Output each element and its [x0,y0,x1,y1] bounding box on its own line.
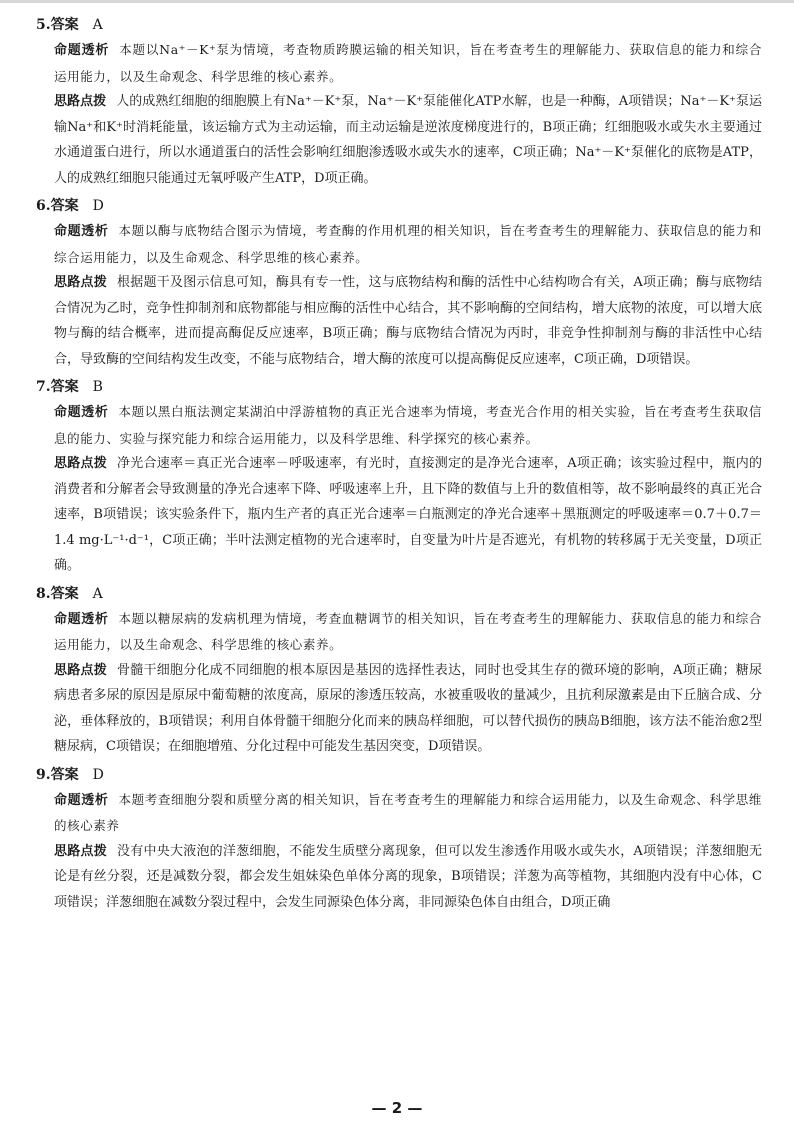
question-5 [36,13,762,191]
question-header [36,582,762,606]
question-number: 8.答案 [36,585,79,602]
answer-letter: A [92,585,103,602]
mingti-text: 本题以糖尿病的发病机理为情境，考查血糖调节的相关知识，旨在考查考生的理解能力、获取信息的能力和综合运用能力，以及生命观念、科学思维的核心素养。 [54,610,762,652]
question-number: 9.答案 [36,766,79,783]
page-number: — 2 — [371,1099,423,1117]
mingti-text: 本题考查细胞分裂和质壁分离的相关知识，旨在考查考生的理解能力和综合运用能力，以及生命观念、科学思维的核心素养 [54,791,762,833]
mingti-text: 本题以酶与底物结合图示为情境，考查酶的作用机理的相关知识，旨在考查考生的理解能力、获取信息的能力和综合运用能力，以及生命观念、科学思维的核心素养。 [54,223,762,265]
silu-text: 没有中央大液泡的洋葱细胞，不能发生质壁分离现象，但可以发生渗透作用吸水或失水，A项错误；洋葱细胞无论是有丝分裂，还是减数分裂，都会发生姐妹染色单体分离的现象，B项错误；洋葱为高等植物，其细胞内没有中心体，C项错误；洋葱细胞在减数分裂过程中，会发生同源染色体分离，非同源染色体自由组合，D项正确 [54,843,762,910]
silu-text: 骨髓干细胞分化成不同细胞的根本原因是基因的选择性表达，同时也受其生存的微环境的影响，A项正确；糖尿病患者多尿的原因是原尿中葡萄糖的浓度高，原尿的渗透压较高，水被重吸收的量减少，且抗利尿激素是由下丘脑合成、分泌，垂体释放的，B项错误；利用自体骨髓干细胞分化而来的胰岛样细胞，可以替代损伤的胰岛B细胞，该方法不能治愈2型糖尿病，C项错误；在细胞增殖、分化过程中可能发生基因突变，D项错误。 [54,662,762,754]
silu-paragraph [36,451,762,579]
mingti-label: 命题透析 [54,405,109,420]
mingti-label: 命题透析 [54,224,109,239]
question-header [36,194,762,218]
top-rule [0,0,794,3]
question-7 [36,375,762,579]
silu-label: 思路点拨 [54,843,107,859]
question-9 [36,763,762,916]
silu-paragraph [36,89,762,191]
silu-text: 根据题干及图示信息可知，酶具有专一性，这与底物结构和酶的活性中心结构吻合有关，A项正确；酶与底物结合情况为乙时，竞争性抑制剂和底物都能与相应酶的活性中心结合，其不影响酶的空间结构，增大底物的浓度，可以增大底物与酶的结合概率，进而提高酶促反应速率，B项正确；酶与底物结合情况为丙时，非竞争性抑制剂与酶的非活性中心结合，导致酶的空间结构发生改变，不能与底物结合，增大酶的浓度可以提高酶促反应速率，C项正确，D项错误。 [54,275,762,367]
mingti-text: 本题以黑白瓶法测定某湖泊中浮游植物的真正光合速率为情境，考查光合作用的相关实验，旨在考查考生获取信息的能力、实验与探究能力和综合运用能力，以及科学思维、科学探究的核心素养。 [54,404,762,446]
question-number: 7.答案 [36,379,79,395]
silu-paragraph [36,658,762,760]
question-number: 6.答案 [36,198,79,214]
answer-letter: A [92,17,103,33]
silu-label: 思路点拨 [54,662,107,678]
question-header [36,763,762,787]
silu-paragraph [36,270,762,372]
silu-text: 人的成熟红细胞的细胞膜上有Na⁺－K⁺泵，Na⁺－K⁺泵能催化ATP水解，也是一种酶，A项错误；Na⁺－K⁺泵运输Na⁺和K⁺时消耗能量，该运输方式为主动运输，而主动运输是逆浓度梯度进行的，B项正确；红细胞吸水或失水主要通过水通道蛋白进行，所以水通道蛋白的活性会影响红细胞渗透吸水或失水的速率，C项正确；Na⁺－K⁺泵催化的底物是ATP，人的成熟红细胞只能通过无氧呼吸产生ATP，D项正确。 [54,94,762,186]
silu-label: 思路点拨 [54,94,107,109]
mingti-paragraph [36,399,762,451]
question-header [36,375,762,399]
question-number: 5.答案 [36,17,79,33]
silu-label: 思路点拨 [54,456,107,471]
mingti-label: 命题透析 [54,611,109,627]
mingti-paragraph [36,606,762,658]
mingti-label: 命题透析 [54,43,110,58]
answer-letter: B [92,379,103,395]
mingti-label: 命题透析 [54,792,109,808]
silu-paragraph [36,839,762,916]
answer-letter: D [92,766,104,783]
silu-text: 净光合速率＝真正光合速率－呼吸速率，有光时，直接测定的是净光合速率，A项正确；该实验过程中，瓶内的消费者和分解者会导致测量的净光合速率下降、呼吸速率上升，且下降的数值与上升的数值相等，故不影响最终的真正光合速率，B项错误；该实验条件下，瓶内生产者的真正光合速率＝白瓶测定的净光合速率＋黑瓶测定的呼吸速率＝0.7＋0.7＝1.4 mg·L⁻¹·d⁻¹，C项正确；半叶法测定植物的光合速率时，自变量为叶片是否遮光，有机物的转移属于无关变量，D项正确。 [54,456,762,573]
mingti-paragraph [36,218,762,270]
question-header [36,13,762,37]
question-8 [36,582,762,760]
question-6 [36,194,762,372]
mingti-paragraph [36,37,762,89]
silu-label: 思路点拨 [54,275,107,290]
mingti-paragraph [36,787,762,839]
mingti-text: 本题以Na⁺－K⁺泵为情境，考查物质跨膜运输的相关知识，旨在考查考生的理解能力、获取信息的能力和综合运用能力，以及生命观念、科学思维的核心素养。 [54,42,762,84]
answer-letter: D [92,198,104,214]
